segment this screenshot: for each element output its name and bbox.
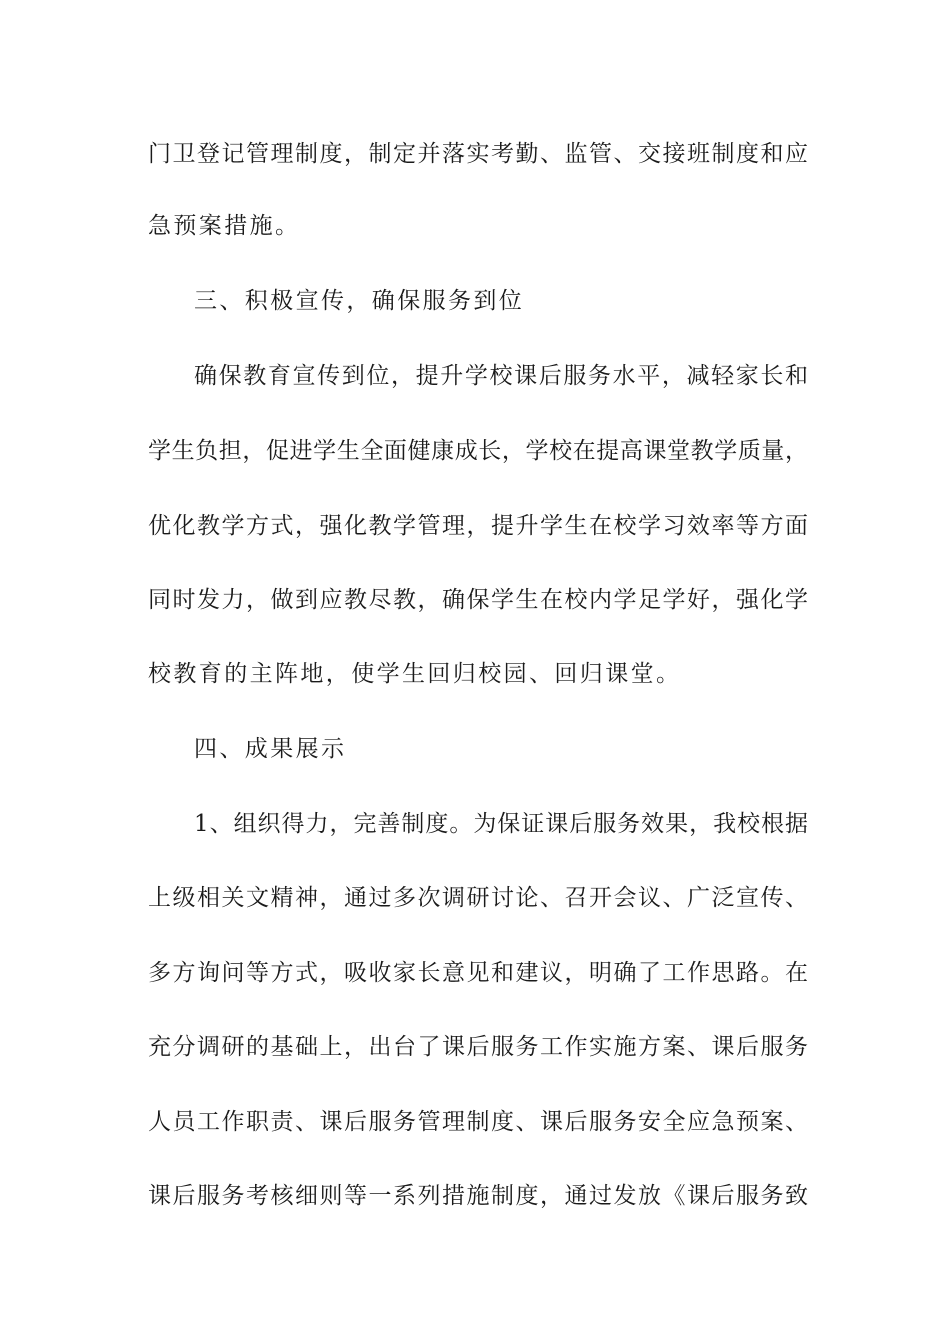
- paragraph-3-line-1: 1、组织得力，完善制度。为保证课后服务效果，我校根据: [194, 811, 808, 837]
- paragraph-2-line-5: 校教育的主阵地，使学生回归校园、回归课堂。: [148, 661, 682, 687]
- paragraph-1-line-1: 门卫登记管理制度，制定并落实考勤、监管、交接班制度和应: [148, 141, 808, 167]
- paragraph-3-line-2: 上级相关文精神，通过多次调研讨论、召开会议、广泛宣传、: [148, 885, 808, 911]
- section-heading-3: 三、积极宣传，确保服务到位: [194, 288, 525, 314]
- paragraph-3-line-3: 多方询问等方式，吸收家长意见和建议，明确了工作思路。在: [148, 960, 808, 986]
- section-heading-4: 四、成果展示: [194, 736, 347, 762]
- paragraph-3-line-5: 人员工作职责、课后服务管理制度、课后服务安全应急预案、: [148, 1109, 808, 1135]
- paragraph-2-line-4: 同时发力，做到应教尽教，确保学生在校内学足学好，强化学: [148, 587, 808, 613]
- paragraph-3-line-4: 充分调研的基础上，出台了课后服务工作实施方案、课后服务: [148, 1034, 808, 1060]
- paragraph-2-line-1: 确保教育宣传到位，提升学校课后服务水平，减轻家长和: [194, 363, 808, 389]
- paragraph-3-line-6: 课后服务考核细则等一系列措施制度，通过发放《课后服务致: [148, 1183, 808, 1209]
- paragraph-1-line-2: 急预案措施。: [148, 213, 301, 239]
- paragraph-2-line-3: 优化教学方式，强化教学管理，提升学生在校学习效率等方面: [148, 513, 808, 539]
- paragraph-2-line-2: 学生负担，促进学生全面健康成长，学校在提高课堂教学质量，: [148, 438, 808, 464]
